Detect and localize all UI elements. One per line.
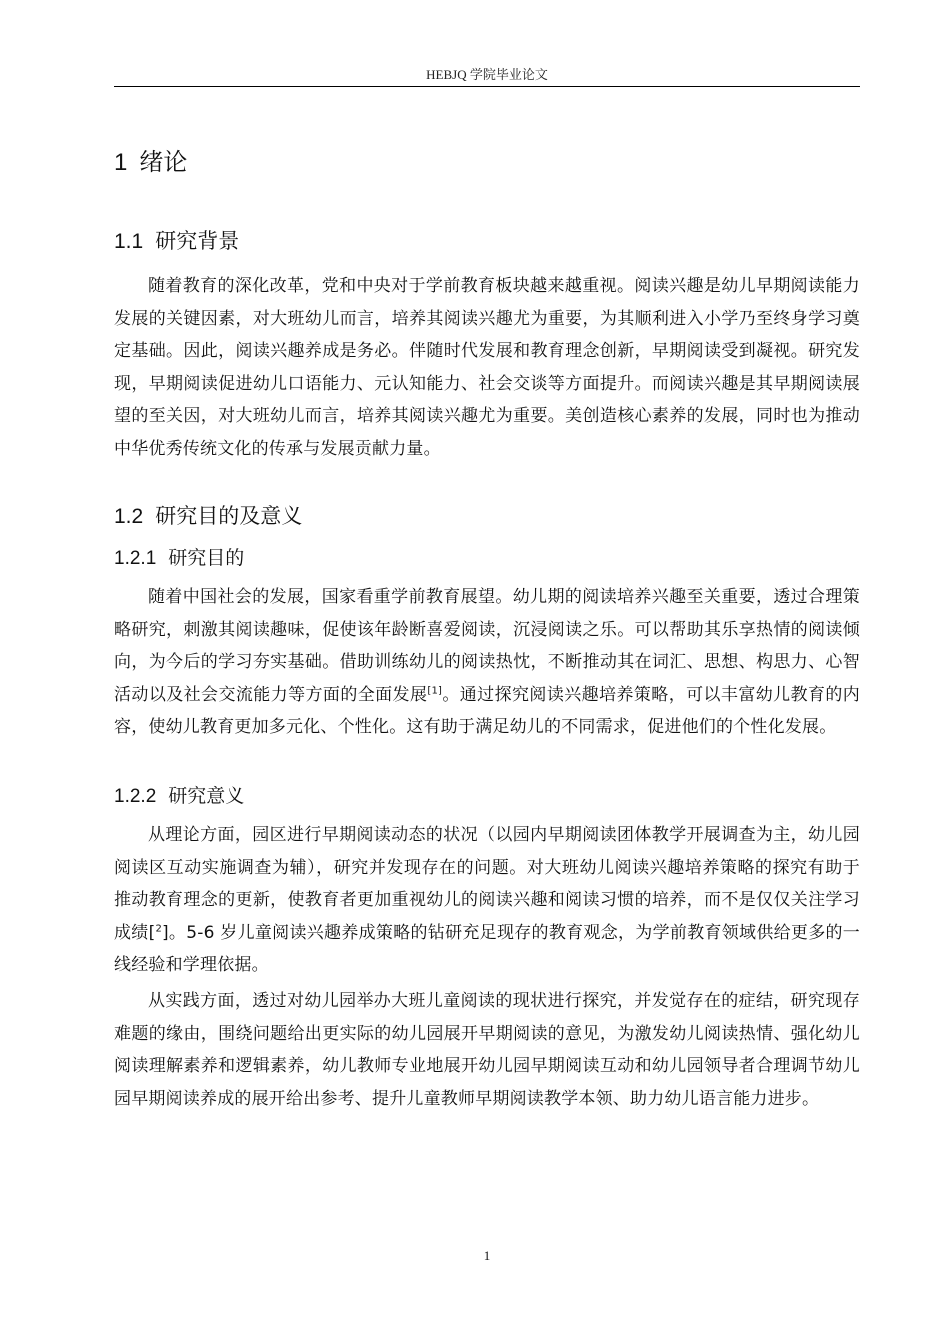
section-title: 研究背景 bbox=[155, 229, 240, 253]
citation-2-open: [ bbox=[148, 922, 156, 943]
chapter-title: 绪论 bbox=[139, 148, 188, 176]
citation-1: [1] bbox=[427, 684, 443, 696]
section-number: 1.2 bbox=[114, 505, 144, 528]
section-heading-1-2 bbox=[114, 501, 302, 532]
citation-2-close: ] bbox=[162, 922, 169, 943]
chapter-number: 1 bbox=[114, 149, 128, 176]
page-number: 1 bbox=[483, 1248, 491, 1263]
significance-paragraph-2: 从实践方面，透过对幼儿园举办大班儿童阅读的现状进行探究，并发觉存在的症结，研究现存难题的缘由，围绕问题给出更实际的幼儿园展开早期阅读的意见，为激发幼儿阅读热情、强化幼儿阅读理解素养和逻辑素养，幼儿教师专业地展开幼儿园早期阅读互动和幼儿园领导者合理调节幼儿园早期阅读养成的展开给出参考、提升儿童教师早期阅读教学本领、助力幼儿语言能力进步。 bbox=[114, 991, 860, 1109]
purpose-paragraph bbox=[114, 581, 860, 744]
subsection-title: 研究意义 bbox=[168, 785, 245, 807]
citation-2-number: 2 bbox=[155, 922, 162, 934]
significance-paragraph-1 bbox=[114, 819, 860, 982]
header-rule bbox=[114, 86, 860, 87]
section-title: 研究目的及意义 bbox=[155, 504, 303, 528]
subsection-number: 1.2.1 bbox=[114, 548, 157, 569]
running-header: HEBJQ 学院毕业论文 bbox=[426, 67, 548, 82]
significance-text-2: 。5-6 岁儿童阅读兴趣养成策略的钻研充足现存的教育观念，为学前教育领域供给更多的一线经验和学理依据。 bbox=[114, 922, 860, 975]
section-number: 1.1 bbox=[114, 230, 144, 253]
section-heading-1-1 bbox=[114, 226, 239, 257]
chapter-heading bbox=[114, 146, 187, 179]
purpose-text-1: 随着中国社会的发展，国家看重学前教育展望。幼儿期的阅读培养兴趣至关重要，透过合理策略研究，刺激其阅读趣味，促使该年龄断喜爱阅读，沉浸阅读之乐。可以帮助其乐享热情的阅读倾向，为今后的学习夯实基础。借助训练幼儿的阅读热忱，不断推动其在词汇、思想、构思力、心智活动以及社会交流能力等方面的全面发展 bbox=[114, 587, 860, 705]
significance-text-1: 从理论方面，园区进行早期阅读动态的状况（以园内早期阅读团体教学开展调查为主，幼儿园阅读区互动实施调查为辅），研究并发现存在的问题。对大班幼儿阅读兴趣培养策略的探究有助于推动教育理念的更新，使教育者更加重视幼儿的阅读兴趣和阅读习惯的培养，而不是仅仅关注学习成绩 bbox=[114, 825, 860, 943]
subsection-title: 研究目的 bbox=[168, 547, 245, 569]
subsection-heading-1-2-1 bbox=[114, 544, 244, 573]
subsection-number: 1.2.2 bbox=[114, 786, 157, 807]
subsection-heading-1-2-2 bbox=[114, 782, 244, 811]
background-paragraph: 随着教育的深化改革，党和中央对于学前教育板块越来越重视。阅读兴趣是幼儿早期阅读能力发展的关键因素，对大班幼儿而言，培养其阅读兴趣尤为重要，为其顺利进入小学乃至终身学习奠定基础。因此，阅读兴趣养成是务必。伴随时代发展和教育理念创新，早期阅读受到凝视。研究发现，早期阅读促进幼儿口语能力、元认知能力、社会交谈等方面提升。而阅读兴趣是其早期阅读展望的至关因，对大班幼儿而言，培养其阅读兴趣尤为重要。美创造核心素养的发展，同时也为推动中华优秀传统文化的传承与发展贡献力量。 bbox=[114, 276, 860, 459]
purpose-text-2: 。通过探究阅读兴趣培养策略，可以丰富幼儿教育的内容，使幼儿教育更加多元化、个性化。这有助于满足幼儿的不同需求，促进他们的个性化发展。 bbox=[114, 684, 860, 737]
